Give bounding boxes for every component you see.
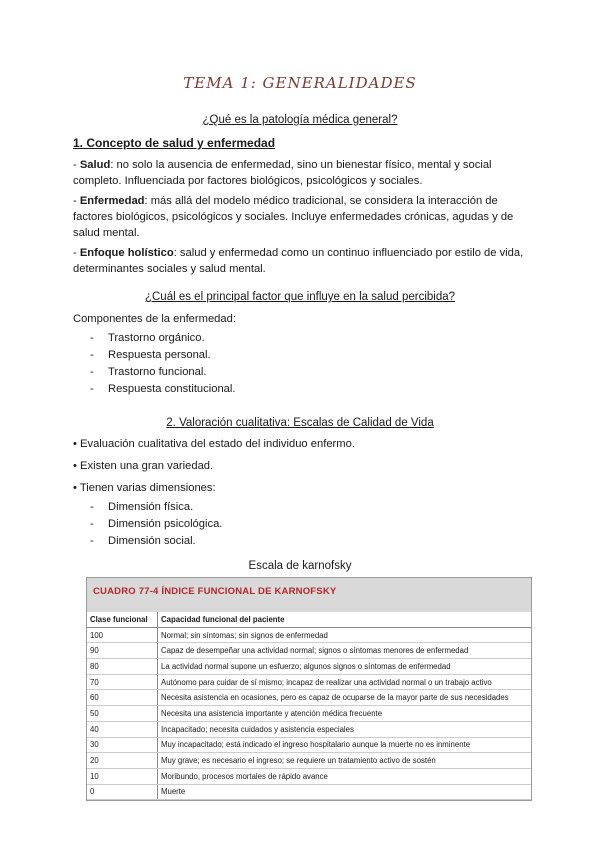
table-caption: Escala de karnofsky (248, 560, 352, 572)
list-item-text: Dimensión física. (108, 501, 194, 513)
list-item: - Trastorno funcional. (90, 364, 236, 381)
question-2: ¿Cuál es el principal factor que influye en la salud percibida? (144, 291, 456, 303)
section-1-heading: 1. Concepto de salud y enfermedad (73, 136, 276, 150)
term-enfermedad: Enfermedad (79, 195, 145, 207)
table-row (87, 784, 531, 800)
table-row (87, 674, 531, 690)
cell-class: 10 (87, 768, 158, 784)
cell-class: 60 (87, 690, 158, 706)
cell-capacity: Normal; sin síntomas; sin signos de enfermedad (158, 627, 532, 643)
cell-class: 30 (87, 737, 158, 753)
bullet-2: • Existen una gran variedad. (73, 460, 214, 472)
cell-capacity: Moribundo, procesos mortales de rápido avance (158, 768, 532, 784)
cell-capacity: Autónomo para cuidar de sí mismo; incapaz de realizar una actividad normal o un trabajo activo (158, 674, 532, 690)
cell-class: 0 (87, 784, 158, 800)
table-row (87, 706, 531, 722)
text-enfoque: : salud y enfermedad como un continuo influenciado por estilo de vida, determinantes sociales y salud mental. (73, 247, 524, 275)
dimensions-list (90, 499, 222, 550)
bullet-1: • Evaluación cualitativa del estado del individuo enfermo. (73, 438, 355, 450)
bullet-3: • Tienen varias dimensiones: (73, 482, 216, 494)
table-row (87, 753, 531, 769)
cell-class: 50 (87, 706, 158, 722)
components-intro: Componentes de la enfermedad: (73, 313, 236, 325)
page-title: TEMA 1: GENERALIDADES (183, 74, 417, 92)
column-header-class: Clase funcional (87, 612, 158, 627)
section-2-heading: 2. Valoración cualitativa: Escalas de Calidad de Vida (166, 417, 434, 429)
list-item: - Trastorno orgánico. (90, 330, 236, 347)
text-salud: : no solo la ausencia de enfermedad, sino un bienestar físico, mental y social completo. Influenciada por factores biológicos, psicológicos y sociales. (73, 159, 492, 187)
cell-class: 80 (87, 659, 158, 675)
cell-capacity: Muy grave; es necesario el ingreso; se requiere un tratamiento activo de sostén (158, 753, 532, 769)
list-item-text: Respuesta personal. (108, 349, 211, 361)
cell-capacity: Incapacitado; necesita cuidados y asistencia especiales (158, 721, 532, 737)
cell-class: 40 (87, 721, 158, 737)
term-salud: Salud (79, 159, 111, 171)
term-enfoque: Enfoque holístico (79, 247, 174, 259)
list-item: - Respuesta constitucional. (90, 381, 236, 398)
karnofsky-table (86, 577, 532, 801)
table-title: CUADRO 77-4 ÍNDICE FUNCIONAL DE KARNOFSKY (87, 578, 531, 612)
paragraph-salud: - Salud: no solo la ausencia de enfermedad, sino un bienestar físico, mental y social completo. Influenciada por factores biológicos, psicológicos y sociales. (73, 159, 492, 187)
karnofsky-grid (87, 612, 531, 800)
question-1: ¿Qué es la patología médica general? (202, 114, 398, 126)
table-row (87, 721, 531, 737)
table-row (87, 659, 531, 675)
cell-capacity: Capaz de desempeñar una actividad normal; signos o síntomas menores de enfermedad (158, 643, 532, 659)
list-item: - Dimensión social. (90, 533, 222, 550)
table-row (87, 643, 531, 659)
components-list (90, 330, 236, 398)
column-header-capacity: Capacidad funcional del paciente (158, 612, 532, 627)
list-item-text: Respuesta constitucional. (108, 383, 236, 395)
list-item: - Respuesta personal. (90, 347, 236, 364)
list-item: - Dimensión física. (90, 499, 222, 516)
cell-capacity: La actividad normal supone un esfuerzo; algunos signos o síntomas de enfermedad (158, 659, 532, 675)
cell-class: 90 (87, 643, 158, 659)
text-enfermedad: : más allá del modelo médico tradicional, se considera la interacción de factores biológicos, psicológicos y sociales. Incluye enfermedades crónicas, agudas y de salud mental. (73, 195, 514, 239)
table-row (87, 627, 531, 643)
list-item-text: Trastorno funcional. (108, 366, 207, 378)
paragraph-enfoque: - Enfoque holístico: salud y enfermedad como un continuo influenciado por estilo de vida, determinantes sociales y salud mental. (73, 247, 524, 275)
table-row (87, 768, 531, 784)
cell-class: 20 (87, 753, 158, 769)
list-item: - Dimensión psicológica. (90, 516, 222, 533)
table-row (87, 690, 531, 706)
cell-class: 100 (87, 627, 158, 643)
list-item-text: Trastorno orgánico. (108, 332, 205, 344)
cell-capacity: Muy incapacitado; está indicado el ingreso hospitalario aunque la muerte no es inminente (158, 737, 532, 753)
cell-class: 70 (87, 674, 158, 690)
paragraph-enfermedad: - Enfermedad: más allá del modelo médico tradicional, se considera la interacción de factores biológicos, psicológicos y sociales. Incluye enfermedades crónicas, agudas y de salud mental. (73, 195, 514, 239)
table-header-row (87, 612, 531, 627)
list-item-text: Dimensión social. (108, 535, 196, 547)
table-row (87, 737, 531, 753)
list-item-text: Dimensión psicológica. (108, 518, 223, 530)
cell-capacity: Necesita asistencia en ocasiones, pero es capaz de ocuparse de la mayor parte de sus necesidades (158, 690, 532, 706)
cell-capacity: Muerte (158, 784, 532, 800)
cell-capacity: Necesita una asistencia importante y atención médica frecuente (158, 706, 532, 722)
